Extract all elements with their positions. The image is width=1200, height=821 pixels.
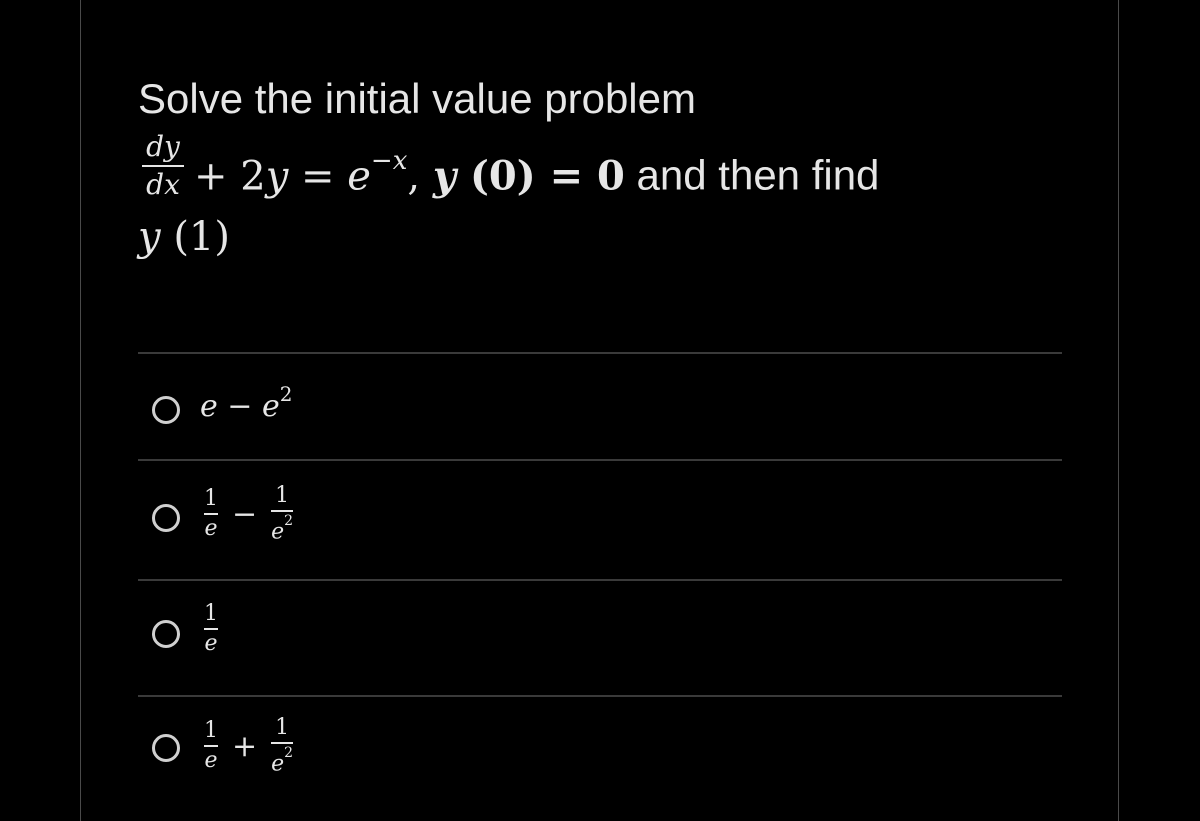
option-2-expression (200, 484, 297, 544)
derivative-denominator: dx (146, 168, 180, 201)
equation-rest (194, 140, 879, 203)
denominator (204, 749, 218, 773)
equation (138, 126, 1038, 210)
denominator (204, 632, 218, 656)
opt2-fraction-a (204, 487, 218, 541)
divider (138, 579, 1062, 581)
denominator (271, 746, 293, 776)
numerator: 1 (275, 483, 290, 508)
numerator: 1 (275, 715, 290, 740)
opt1-e2-base: e (261, 389, 280, 424)
denominator-e: e (271, 751, 285, 777)
fraction-bar (204, 513, 218, 515)
radio-button[interactable] (152, 504, 180, 532)
eq-plus-term: + 2 (194, 153, 266, 200)
option-1[interactable] (152, 378, 1032, 438)
eq-initial-value: = 0 (535, 152, 625, 200)
derivative-fraction (138, 132, 188, 200)
fraction-bar (204, 628, 218, 630)
fraction-bar (142, 165, 184, 167)
fraction-bar (271, 742, 293, 744)
target-y: y (138, 214, 161, 260)
opt2-fraction-b (271, 484, 293, 544)
denominator (204, 517, 218, 541)
divider (138, 352, 1062, 354)
option-2[interactable] (152, 484, 1032, 544)
opt2-operator: − (232, 496, 258, 532)
divider (138, 695, 1062, 697)
option-3-expression (200, 602, 222, 656)
option-3[interactable] (152, 602, 1032, 662)
eq-initial-arg: (0) (456, 152, 536, 200)
opt4-fraction-a (204, 719, 218, 773)
numerator: 1 (204, 718, 218, 744)
denominator-e: e (204, 748, 218, 774)
derivative-numerator: dy (146, 130, 180, 163)
option-4[interactable] (152, 716, 1032, 776)
target-arg: (1) (160, 214, 230, 260)
denominator (271, 514, 293, 544)
opt4-fraction-b (271, 716, 293, 776)
left-border (80, 0, 81, 821)
option-1-expression (200, 382, 293, 424)
denominator-exponent: 2 (284, 745, 294, 761)
radio-button[interactable] (152, 620, 180, 648)
eq-tail-text: and then find (624, 151, 880, 199)
right-border (1118, 0, 1119, 821)
fraction-bar (204, 745, 218, 747)
fraction-bar (271, 510, 293, 512)
numerator: 1 (204, 486, 218, 512)
radio-button[interactable] (152, 396, 180, 424)
eq-equals: = (288, 153, 348, 200)
opt1-minus: − (217, 389, 262, 424)
option-4-expression (200, 716, 297, 776)
question-intro: Solve the initial value problem (138, 75, 696, 122)
eq-y: y (265, 153, 289, 200)
eq-exponent: −x (370, 146, 408, 176)
denominator-e: e (204, 516, 218, 542)
opt3-fraction (204, 602, 218, 656)
denominator-e: e (204, 631, 218, 656)
opt4-operator: + (232, 728, 258, 764)
question-prompt (138, 72, 1038, 264)
opt1-exponent: 2 (279, 382, 293, 406)
denominator-exponent: 2 (284, 513, 294, 529)
radio-button[interactable] (152, 734, 180, 762)
eq-e: e (347, 153, 371, 200)
numerator: 1 (204, 601, 218, 626)
denominator-e: e (271, 519, 285, 545)
find-target (138, 210, 1038, 264)
divider (138, 459, 1062, 461)
opt1-e: e (200, 389, 218, 424)
eq-y-initial: y (432, 152, 457, 200)
eq-comma: , (407, 153, 433, 200)
